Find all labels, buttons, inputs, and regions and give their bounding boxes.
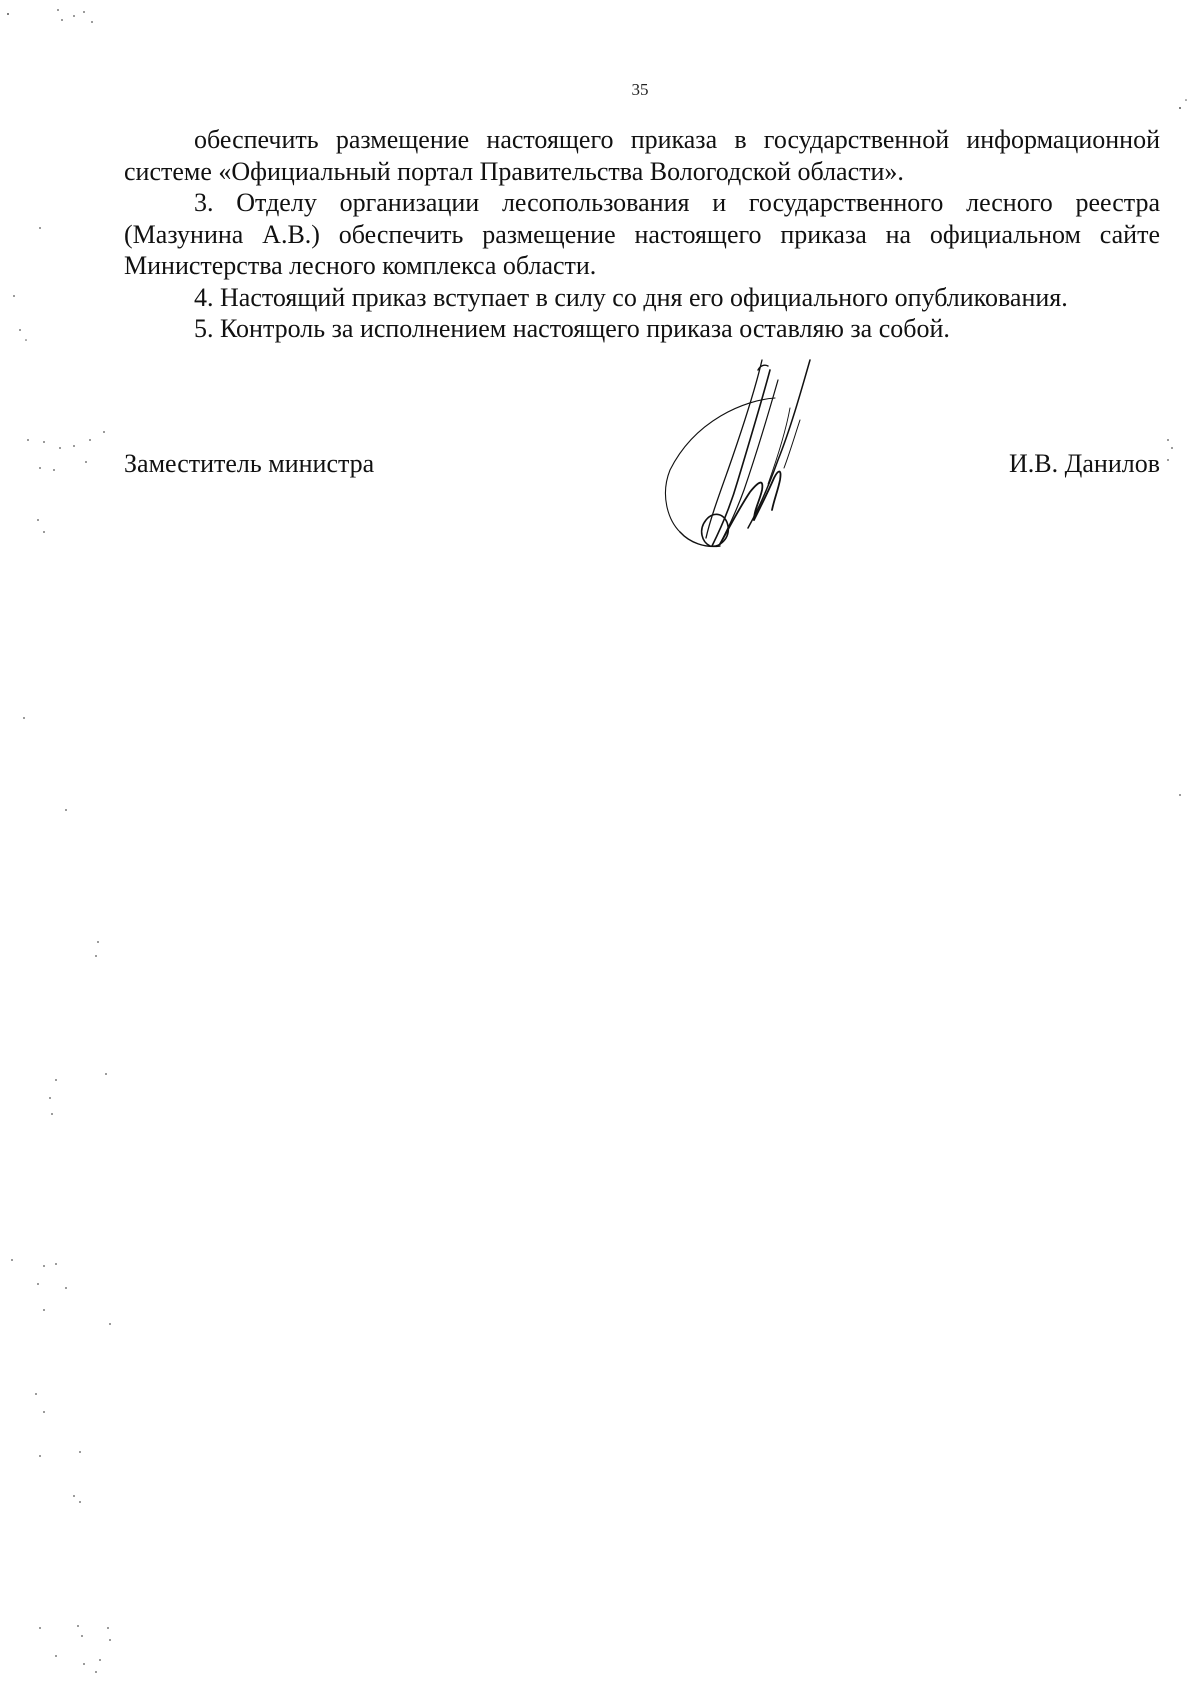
page-number: 35 (631, 80, 649, 99)
document-body (124, 124, 1160, 345)
paragraph-item-3: 3. Отделу организации лесопользования и государственного лесного реестра (Мазунина А.В.) обеспечить размещение настоящего приказа на официальном сайте Министерства лесного комплекса области. (124, 188, 1160, 280)
paragraph-item-4: 4. Настоящий приказ вступает в силу со дня его официального опубликования. (194, 282, 1068, 312)
signer-name: И.В. Данилов (1009, 449, 1160, 478)
paragraph-continuation: обеспечить размещение настоящего приказа в государственной информационной системе «Официальный портал Правительства Вологодской области». (124, 125, 1160, 186)
handwritten-signature (650, 360, 890, 600)
signer-title: Заместитель министра (124, 449, 375, 478)
paragraph-item-5: 5. Контроль за исполнением настоящего приказа оставляю за собой. (194, 314, 950, 343)
signature-block (124, 448, 1160, 488)
